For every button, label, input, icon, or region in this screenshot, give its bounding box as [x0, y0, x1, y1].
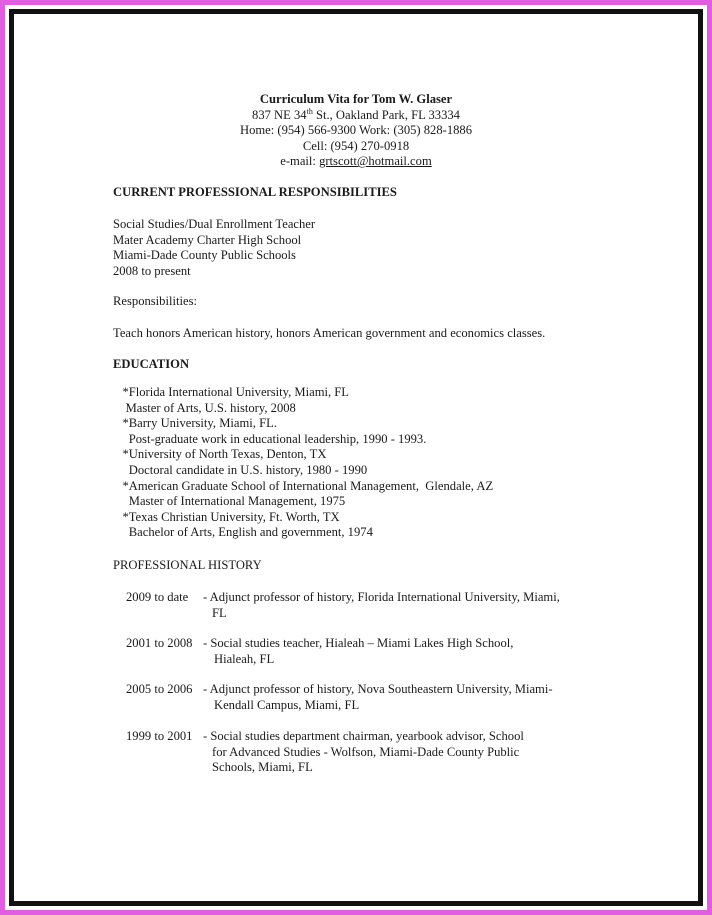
history-line: - Social studies department chairman, yearbook advisor, School [203, 729, 524, 743]
education-heading: EDUCATION [113, 357, 190, 371]
education-line: Post-graduate work in educational leadership, 1990 - 1993. [113, 431, 427, 446]
education-list [113, 385, 633, 541]
cv-title: Curriculum Vita for Tom W. Glaser [259, 92, 453, 106]
cell-line: Cell: (954) 270-0918 [302, 138, 410, 153]
history-line: FL [212, 605, 227, 620]
history-date: 1999 to 2001 [126, 729, 193, 743]
education-line: *Barry University, Miami, FL. [113, 416, 277, 431]
history-description [203, 682, 603, 713]
history-line: Schools, Miami, FL [212, 760, 313, 775]
history-line: - Social studies teacher, Hialeah – Miami Lakes High School, [203, 636, 514, 650]
history-heading: PROFESSIONAL HISTORY [113, 558, 262, 572]
education-line: *Florida International University, Miami, FL [113, 385, 349, 399]
address-number: 837 NE 34 [252, 107, 307, 122]
history-description [203, 636, 603, 667]
education-line: *American Graduate School of International Management, Glendale, AZ [113, 478, 494, 493]
history-line: Kendall Campus, Miami, FL [214, 697, 360, 712]
history-date: 2005 to 2006 [126, 682, 193, 696]
current-heading: CURRENT PROFESSIONAL RESPONSIBILITIES [113, 185, 397, 199]
current-position [113, 217, 633, 279]
history-line: for Advanced Studies - Wolfson, Miami-Dade County Public [212, 744, 520, 759]
history-date: 2009 to date [126, 590, 189, 604]
current-line: Miami-Dade County Public Schools [113, 248, 296, 263]
education-line: Bachelor of Arts, English and government, 1974 [113, 525, 373, 540]
address-line [0, 108, 712, 124]
address-ordinal: th [306, 106, 313, 116]
email-link[interactable]: grtscott@hotmail.com [319, 154, 432, 169]
history-description [203, 590, 603, 621]
current-line: Social Studies/Dual Enrollment Teacher [113, 217, 316, 231]
education-line: Doctoral candidate in U.S. history, 1980 - 1990 [113, 462, 368, 477]
history-line: - Adjunct professor of history, Florida International University, Miami, [203, 590, 560, 604]
history-line: - Adjunct professor of history, Nova Southeastern University, Miami- [203, 682, 553, 696]
email-label: e-mail: [280, 154, 320, 169]
current-line: 2008 to present [113, 263, 191, 278]
history-date: 2001 to 2008 [126, 636, 193, 650]
phone-line: Home: (954) 566-9300 Work: (305) 828-1886 [239, 123, 473, 138]
cv-header [0, 92, 712, 170]
email-line [0, 154, 712, 170]
history-description [203, 729, 603, 776]
education-line: *University of North Texas, Denton, TX [113, 447, 327, 462]
history-line: Hialeah, FL [214, 651, 275, 666]
responsibilities-label: Responsibilities: [113, 294, 197, 308]
current-section [113, 185, 633, 201]
current-line: Mater Academy Charter High School [113, 232, 302, 247]
responsibilities-text: Teach honors American history, honors American government and economics classes. [113, 326, 546, 340]
education-line: Master of Arts, U.S. history, 2008 [113, 400, 296, 415]
education-line: Master of International Management, 1975 [113, 494, 346, 509]
address-street: St., Oakland Park, FL 33334 [312, 107, 460, 122]
education-line: *Texas Christian University, Ft. Worth, TX [113, 509, 340, 524]
